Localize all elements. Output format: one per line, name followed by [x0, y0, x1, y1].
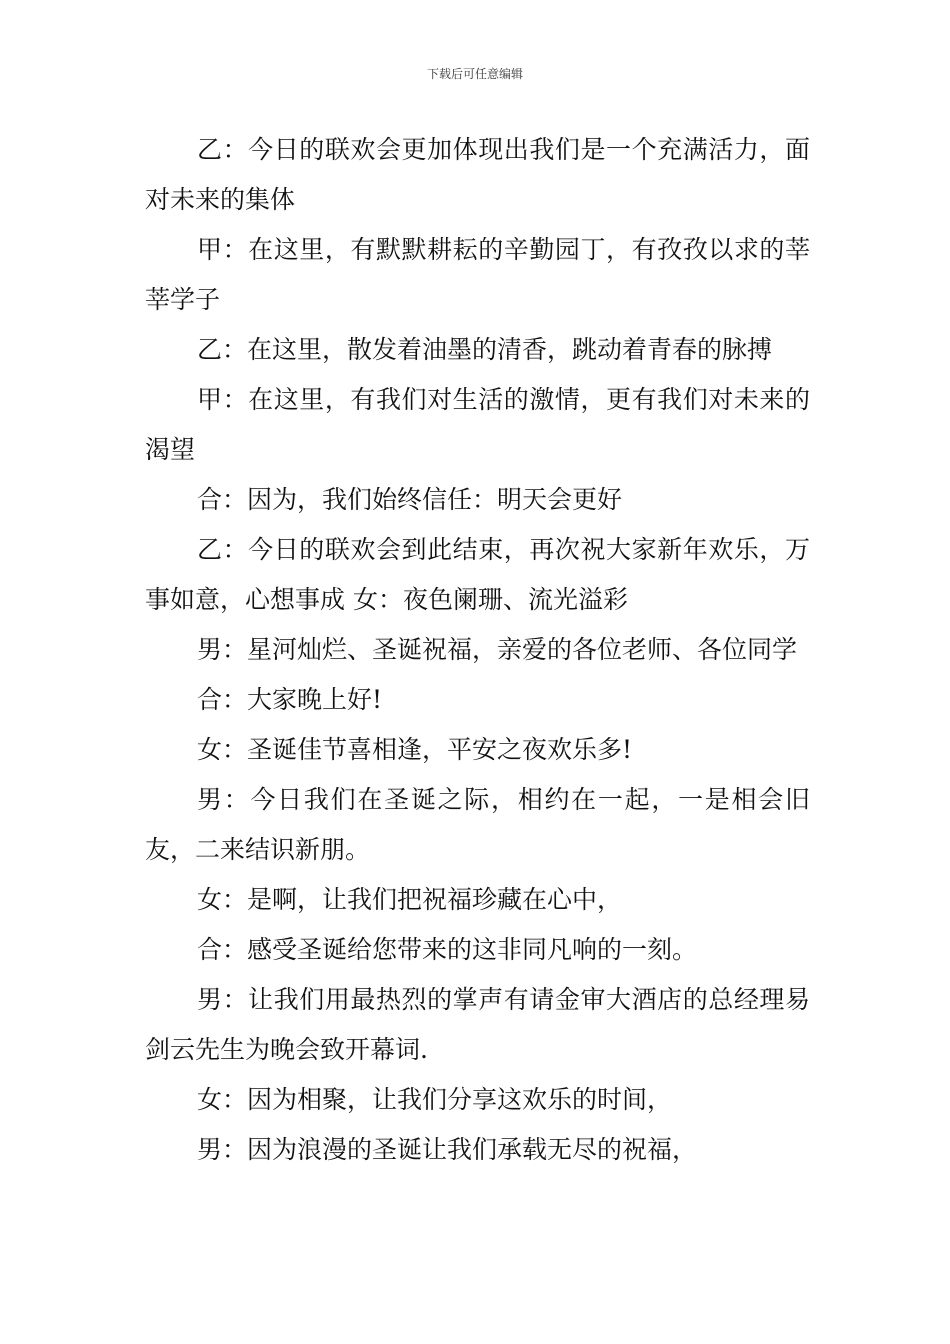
paragraph: 女：因为相聚，让我们分享这欢乐的时间， — [197, 1085, 673, 1114]
paragraph: 男：今日我们在圣诞之际，相约在一起，一是相会旧友，二来结识新朋。 — [145, 785, 810, 864]
paragraph: 甲：在这里，有我们对生活的激情，更有我们对未来的渴望 — [145, 385, 810, 464]
paragraph: 合：感受圣诞给您带来的这非同凡响的一刻。 — [197, 935, 698, 964]
paragraph: 乙：在这里，散发着油墨的清香，跳动着青春的脉搏 — [197, 335, 773, 364]
paragraph: 乙：今日的联欢会到此结束，再次祝大家新年欢乐，万事如意，心想事成 女：夜色阑珊、流光溢彩 — [145, 535, 810, 614]
paragraph: 甲：在这里，有默默耕耘的辛勤园丁，有孜孜以求的莘莘学子 — [145, 235, 810, 314]
paragraph: 女：圣诞佳节喜相逢，平安之夜欢乐多! — [197, 735, 633, 764]
page-header: 下载后可任意编辑 — [426, 67, 523, 81]
paragraph: 男：让我们用最热烈的掌声有请金审大酒店的总经理易剑云先生为晚会致开幕词. — [145, 985, 810, 1064]
paragraph: 男：因为浪漫的圣诞让我们承载无尽的祝福， — [197, 1135, 698, 1164]
paragraph: 男：星河灿烂、圣诞祝福，亲爱的各位老师、各位同学 — [197, 635, 798, 664]
paragraph: 女：是啊，让我们把祝福珍藏在心中， — [197, 885, 623, 914]
paragraph: 合：大家晚上好! — [197, 685, 383, 714]
paragraph: 合：因为，我们始终信任：明天会更好 — [197, 485, 623, 514]
paragraph: 乙：今日的联欢会更加体现出我们是一个充满活力，面对未来的集体 — [145, 135, 810, 214]
document-body — [145, 125, 810, 1175]
